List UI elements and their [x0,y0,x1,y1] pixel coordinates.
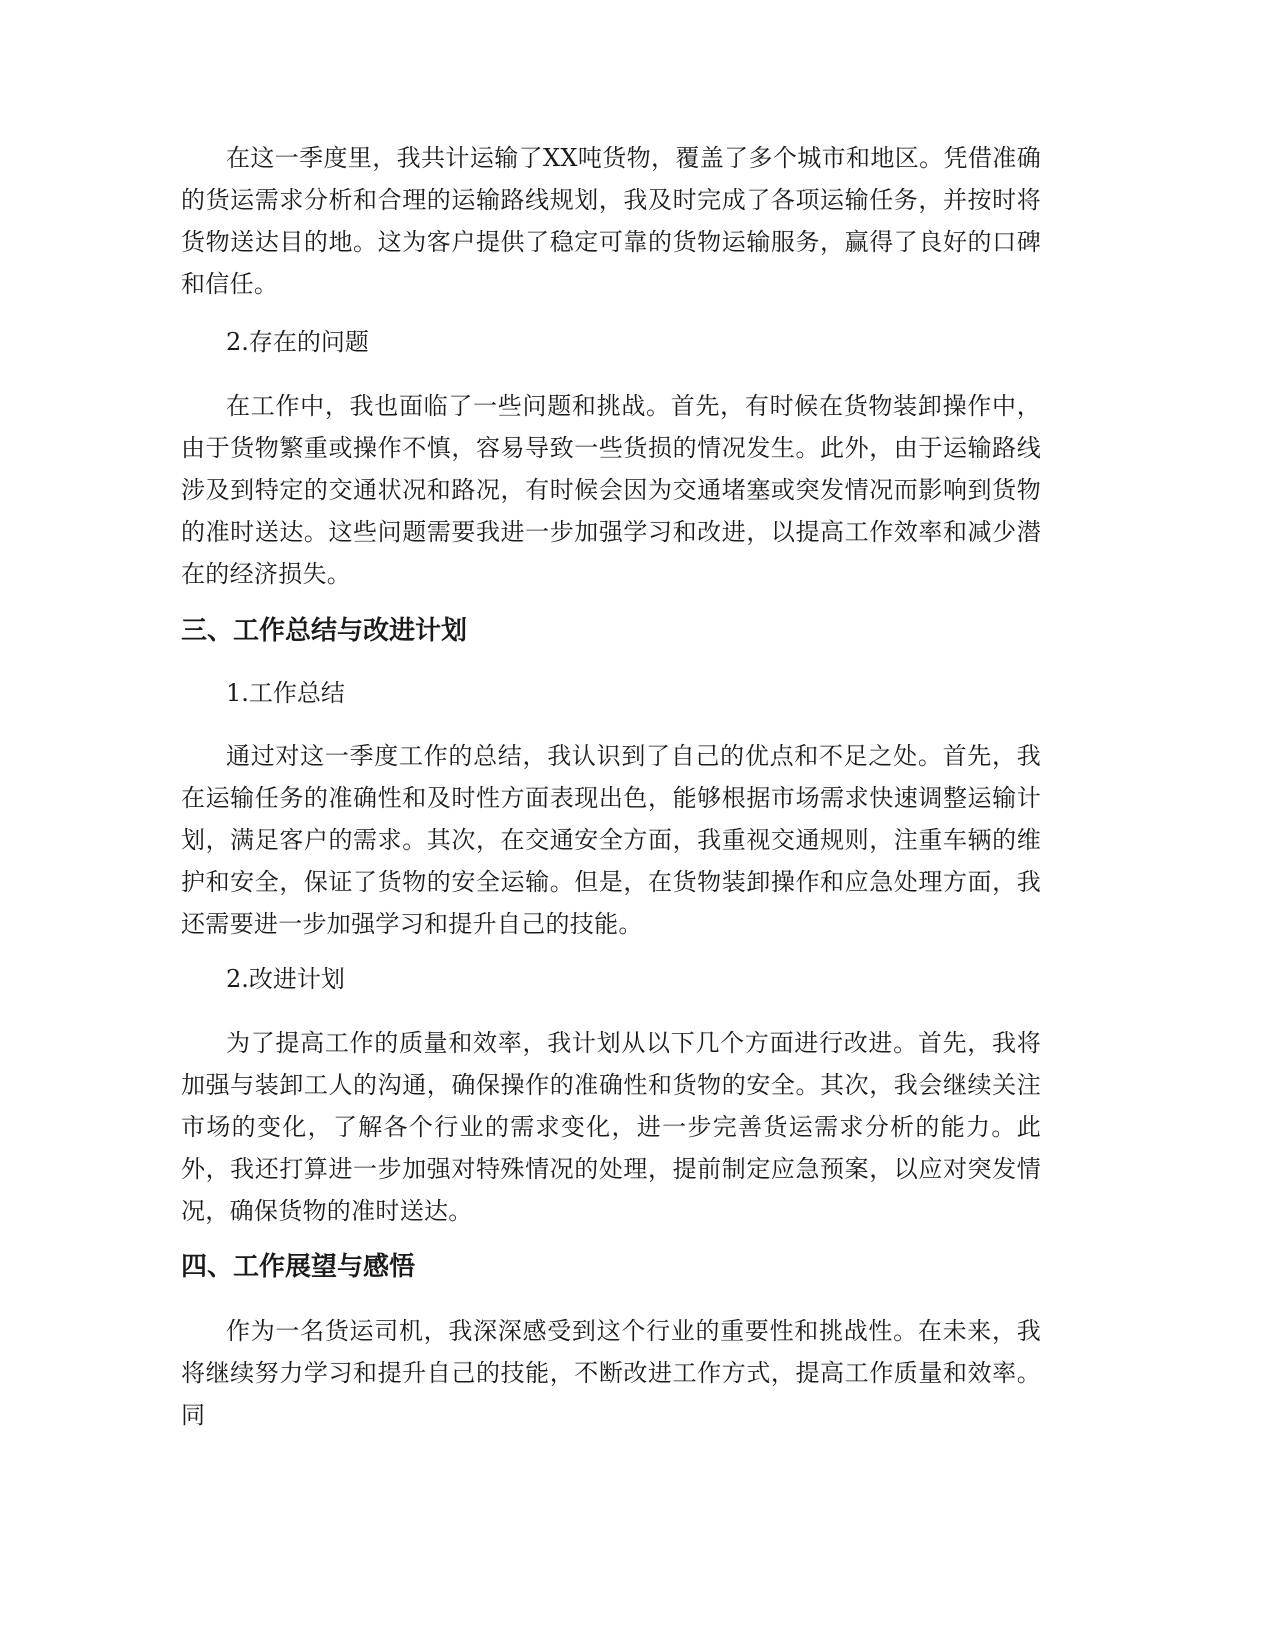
paragraph-work-summary: 通过对这一季度工作的总结，我认识到了自己的优点和不足之处。首先，我在运输任务的准确性和及时性方面表现出色，能够根据市场需求快速调整运输计划，满足客户的需求。其次，在交通安全方面，我重视交通规则，注重车辆的维护和安全，保证了货物的安全运输。但是，在货物装卸操作和应急处理方面，我还需要进一步加强学习和提升自己的技能。 [181,742,1041,938]
paragraph-problems: 在工作中，我也面临了一些问题和挑战。首先，有时候在货物装卸操作中，由于货物繁重或操作不慎，容易导致一些货损的情况发生。此外，由于运输路线涉及到特定的交通状况和路况，有时候会因为交通堵塞或突发情况而影响到货物的准时送达。这些问题需要我进一步加强学习和改进，以提高工作效率和减少潜在的经济损失。 [181,392,1041,588]
section-heading-outlook: 四、工作展望与感悟 [181,1252,416,1282]
subheading-existing-problems: 2.存在的问题 [226,328,369,356]
section-heading-summary-plan: 三、工作总结与改进计划 [181,616,468,646]
paragraph-transport-volume: 在这一季度里，我共计运输了XX吨货物，覆盖了多个城市和地区。凭借准确的货运需求分析和合理的运输路线规划，我及时完成了各项运输任务，并按时将货物送达目的地。这为客户提供了稳定可靠的货物运输服务，赢得了良好的口碑和信任。 [181,144,1041,298]
paragraph-improvement-plan: 为了提高工作的质量和效率，我计划从以下几个方面进行改进。首先，我将加强与装卸工人的沟通，确保操作的准确性和货物的安全。其次，我会继续关注市场的变化，了解各个行业的需求变化，进一步完善货运需求分析的能力。此外，我还打算进一步加强对特殊情况的处理，提前制定应急预案，以应对突发情况，确保货物的准时送达。 [181,1029,1041,1225]
paragraph-outlook: 作为一名货运司机，我深深感受到这个行业的重要性和挑战性。在未来，我将继续努力学习和提升自己的技能，不断改进工作方式，提高工作质量和效率。同 [181,1317,1041,1429]
subheading-improvement-plan: 2.改进计划 [226,965,345,993]
subheading-work-summary: 1.工作总结 [226,679,345,707]
